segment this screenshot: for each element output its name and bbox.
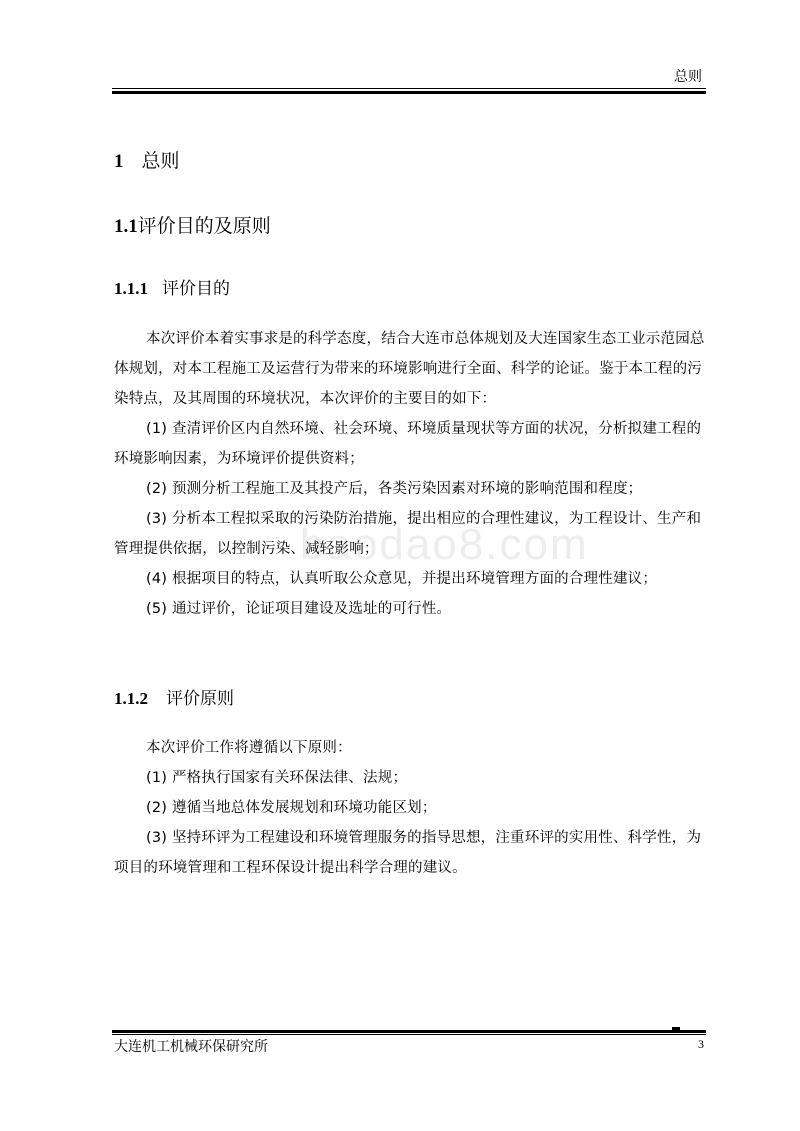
header-rule-thick — [112, 91, 706, 94]
subsection-heading-2 — [114, 684, 234, 709]
chapter-heading — [114, 146, 180, 173]
subsection-number-1: 1.1.1 — [114, 279, 148, 298]
page-number: 3 — [698, 1037, 704, 1051]
paragraph-intro-2: 本次评价工作将遵循以下原则： — [146, 740, 352, 756]
list-item: (2) 预测分析工程施工及其投产后，各类污染因素对环境的影响范围和程度； — [146, 481, 643, 497]
section-heading — [114, 211, 271, 238]
list-item: (4) 根据项目的特点，认真听取公众意见，并提出环境管理方面的合理性建议； — [146, 571, 658, 587]
subsection-heading-1 — [114, 274, 230, 299]
list-item: (5) 通过评价，论证项目建设及选址的可行性。 — [146, 601, 452, 617]
header-title: 总则 — [674, 69, 702, 85]
subsection-title-1: 评价目的 — [162, 279, 230, 299]
footer-rule-thick — [112, 1030, 706, 1033]
chapter-title: 总则 — [141, 150, 180, 172]
list-item: (1) 查清评价区内自然环境、社会环境、环境质量现状等方面的状况，分析拟建工程的环境影响因素，为环境评价提供资料； — [114, 421, 702, 467]
list-item: (3) 坚持环评为工程建设和环境管理服务的指导思想，注重环评的实用性、科学性，为项目的环境管理和工程环保设计提出科学合理的建议。 — [114, 830, 702, 876]
chapter-number: 1 — [114, 151, 124, 172]
header-rule-thin — [112, 88, 706, 89]
footer-rule-thin — [112, 1034, 706, 1035]
list-item: (2) 遵循当地总体发展规划和环境功能区划； — [146, 800, 437, 816]
subsection-number-2: 1.1.2 — [114, 689, 148, 708]
subsection-title-2: 评价原则 — [166, 689, 234, 709]
list-item: (1) 严格执行国家有关环保法律、法规； — [146, 770, 408, 786]
paragraph-intro-1: 本次评价本着实事求是的科学态度，结合大连市总体规划及大连国家生态工业示范园总体规划，对本工程施工及运营行为带来的环境影响进行全面、科学的论证。鉴于本工程的污染特点，及其周围的环境状况，本次评价的主要目的如下： — [114, 331, 705, 407]
subsection1-body — [114, 324, 706, 624]
section-number: 1.1 — [114, 216, 138, 237]
watermark: baodao8.com — [300, 520, 589, 569]
list-item: (3) 分析本工程拟采取的污染防治措施，提出相应的合理性建议，为工程设计、生产和管理提供依据，以控制污染、减轻影响； — [114, 511, 702, 557]
footer-organization: 大连机工机械环保研究所 — [114, 1039, 268, 1055]
section-title: 评价目的及原则 — [137, 215, 271, 237]
subsection2-body — [114, 733, 706, 883]
